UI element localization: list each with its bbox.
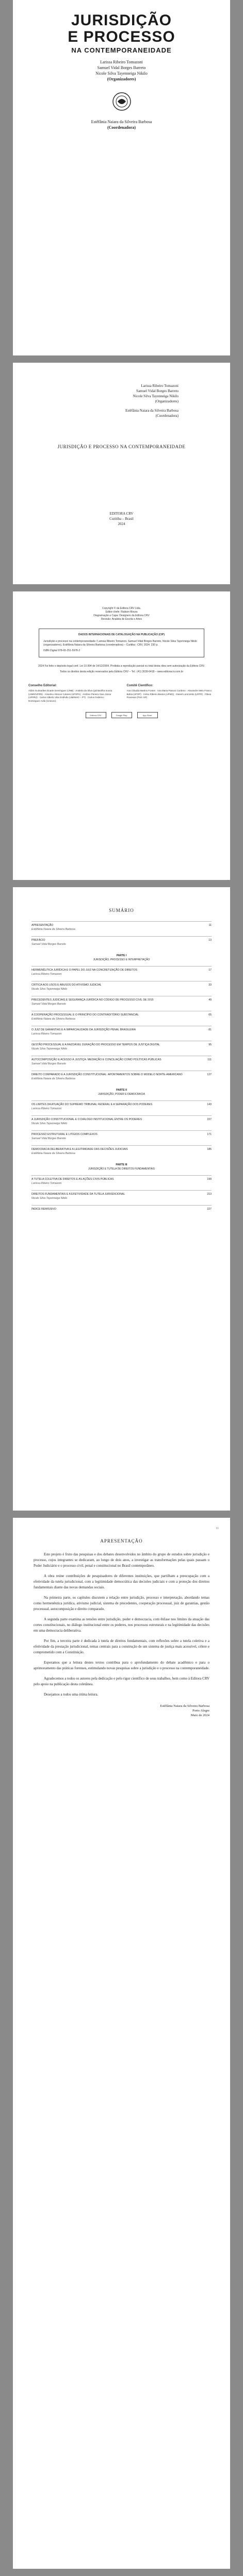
signature-place: Porto Alegre bbox=[192, 1709, 209, 1713]
inner-city: Curitiba – Brasil bbox=[109, 517, 134, 521]
toc-item-title: APRESENTAÇÃO bbox=[31, 924, 54, 927]
toc-item-title: PREFÁCIO bbox=[31, 939, 45, 942]
presentation-paragraph: A obra reúne contribuições de pesquisadores de diferentes instituições, que partilham a preocupação com a efetividade da tutela jurisdicional, com a legitimidade democrática das decisões judiciais e com a proteção dos direitos fundamentais diante das novas demandas sociais. bbox=[34, 1574, 209, 1589]
toc-item-title: O JUIZ DE GARANTIAS E A IMPARCIALIDADE DA JURISDIÇÃO PENAL BRASILEIRA bbox=[31, 1028, 136, 1031]
toc-item-page: 171 bbox=[207, 1133, 212, 1136]
cover-editor-org: (Coordenadora) bbox=[107, 125, 136, 130]
cover-title bbox=[30, 12, 213, 45]
toc-item-author: Larissa Ribeiro Tomazoni bbox=[31, 1107, 62, 1110]
presentation-paragraph: Desejamos a todos uma ótima leitura. bbox=[44, 1692, 99, 1697]
store-badges bbox=[28, 712, 215, 718]
toc-item-author: Nicole Silva Tayenneiga Nikilo bbox=[31, 1122, 68, 1125]
summary-title: SUMÁRIO bbox=[109, 908, 134, 913]
toc-item[interactable] bbox=[31, 996, 212, 1006]
toc-item-page: 11 bbox=[208, 924, 212, 927]
councils bbox=[28, 684, 215, 703]
toc-item-title: CRÍTICA AOS USOS E ABUSOS DO ATIVISMO JUDICIAL bbox=[31, 984, 102, 987]
legal-notice: 2024 Foi feito o depósito legal conf. Lei 10.994 de 14/12/2004. Proibida a reprodução parcial ou total desta obra sem autorização da Editora CRV. bbox=[38, 665, 205, 668]
inner-author: Larissa Ribeiro Tomazoni bbox=[141, 384, 179, 388]
toc-item-author: Estêfânia Naiara da Silveira Barbosa bbox=[31, 1077, 75, 1080]
cover-author: Nicole Silva Tayenneiga Nikilo bbox=[95, 71, 148, 76]
editorial-council-names: Aldira Guimarães Duarte Domínguez (UNB) · Andréia da Silva Quintanilha Sousa (UNIR/UFRN) · Anselmo Alencar Colares (UFOPA) · Antônio Pereira Gaio Júnior (UFRRJ) · Carlos Alberto Vilar Estêvão (UMINHO – PT) · Carlos Federico Dominguez Avila (Unieuro) bbox=[28, 689, 112, 702]
toc-part-title: JURISDIÇÃO E TUTELA DE DIREITOS FUNDAMENTAIS bbox=[88, 1167, 155, 1171]
toc-item-page: 17 bbox=[208, 969, 212, 972]
presentation-paragraph: Por fim, a terceira parte é dedicada à tutela de direitos fundamentais, com reflexões sobre a tutela coletiva e a efetividade da prestação jurisdicional, temas centrais para a construção de um sistema de justiça mais acessível, célere e comprometido com a Constituição. bbox=[34, 1639, 209, 1654]
scientific-committee-title: Comitê Científico: bbox=[126, 684, 153, 687]
toc-item[interactable] bbox=[31, 1100, 212, 1111]
toc-part-label: PARTE I bbox=[116, 954, 127, 957]
toc-item[interactable] bbox=[31, 1071, 212, 1081]
toc-item-page: 33 bbox=[208, 984, 212, 987]
toc-item[interactable] bbox=[31, 1145, 212, 1156]
toc-item[interactable] bbox=[31, 1175, 212, 1185]
toc-item-author: Samuel Vidal Borges Barreto bbox=[31, 1003, 66, 1006]
toc-item-title: A COOPERAÇÃO PROCESSUAL E O PRINCÍPIO DO CONTRADITÓRIO SUBSTANCIAL bbox=[31, 1013, 139, 1016]
toc-item-author: Nicole Silva Tayenneiga Nikilo bbox=[31, 1197, 68, 1200]
toc-item-title: GESTÃO PROCESSUAL E A RAZOÁVEL DURAÇÃO DO PROCESSO EM TEMPOS DE JUSTIÇA DIGITAL bbox=[31, 1043, 160, 1046]
toc-part1-list bbox=[31, 966, 212, 1081]
toc-part-heading bbox=[31, 1088, 212, 1096]
toc-item-page: 65 bbox=[208, 1013, 212, 1016]
catalog-box bbox=[39, 629, 204, 657]
cover-title-line2: E PROCESSO bbox=[68, 28, 175, 45]
cover-editor bbox=[30, 119, 213, 130]
toc-item[interactable] bbox=[31, 1190, 212, 1200]
toc-part2-list bbox=[31, 1100, 212, 1156]
toc-item-title: A TUTELA COLETIVA DE DIREITOS E AS AÇÕES CIVIS PÚBLICAS bbox=[31, 1178, 114, 1181]
toc-item-page: 227 bbox=[207, 1208, 212, 1211]
presentation-paragraph: A segunda parte examina as tensões entre jurisdição, poder e democracia, com ênfase nos limites da atuação das cortes constitucionais, no diálogo institucional entre os poderes, nos processos estruturais e na legitimidade das decisões em uma democracia deliberativa. bbox=[34, 1617, 209, 1633]
catalog-isbn: ISBN Digital 978-65-251-5978-2 bbox=[43, 649, 80, 652]
inner-authors-org: (Organizadores) bbox=[155, 399, 179, 403]
toc-item-page: 13 bbox=[208, 939, 212, 942]
catalog-text: Jurisdição e processo na contemporaneidade / Larissa Ribeiro Tomazoni, Samuel Vidal Borges Barreto, Nicole Silva Tayenneiga Nikilo (organizadores), Estêfânia Naiara da Silveira Barbosa (coordenadora) – Curitiba : CRV, 2024. 230 p. bbox=[43, 640, 197, 647]
toc-item-title: HERMENÊUTICA JURÍDICA E O PAPEL DO JUIZ NA CONCRETIZAÇÃO DE DIREITOS bbox=[31, 969, 138, 972]
cover-page bbox=[13, 0, 230, 355]
toc-item-page: 49 bbox=[208, 998, 212, 1002]
toc-item-page: 199 bbox=[207, 1178, 212, 1181]
cover-authors bbox=[30, 59, 213, 82]
toc-item-page: 185 bbox=[207, 1148, 212, 1151]
toc-item-author: Estêfânia Naiara da Silveira Barbosa bbox=[31, 928, 75, 931]
inner-author: Nicole Silva Tayenneiga Nikilo bbox=[133, 394, 179, 398]
inner-editor-org: (Coordenadora) bbox=[155, 414, 179, 418]
toc-part-label: PARTE III bbox=[116, 1163, 127, 1166]
inner-publisher-block bbox=[34, 511, 209, 527]
scientific-committee bbox=[127, 684, 215, 703]
toc-part-heading bbox=[31, 1163, 212, 1171]
toc-item-author: Larissa Ribeiro Tomazoni bbox=[31, 1182, 62, 1185]
toc-part-label: PARTE II bbox=[116, 1089, 127, 1092]
scientific-committee-names: Ana Cláudia Martins Fontes · Ana Maria Passos Cordeiro · Alexandre Melo Franco Bahia (UFOP) · Celso Ribeiro Bastos (UFMG) · Daniel Lorenzetto (UFPR) · Flávia Piovesan (PUC-SP) bbox=[126, 689, 212, 699]
toc-item-author: Estêfânia Naiara da Silveira Barbosa bbox=[31, 1152, 75, 1155]
toc-item[interactable] bbox=[31, 921, 212, 931]
presentation-paragraph: Agradecemos a todos os autores pela dedicação e pelo rigor científico de seus trabalhos, bem como à Editora CRV pelo apoio na publicação desta coletânea. bbox=[34, 1676, 209, 1686]
presentation-title: APRESENTAÇÃO bbox=[100, 1538, 143, 1544]
toc-item-author: Larissa Ribeiro Tomazoni bbox=[31, 973, 62, 976]
editora-badge[interactable]: Editora CRV bbox=[86, 712, 106, 718]
toc-item-page: 127 bbox=[207, 1073, 212, 1076]
cover-author: Larissa Ribeiro Tomazoni bbox=[100, 60, 143, 64]
publisher-logo-icon bbox=[111, 91, 132, 112]
toc-item[interactable] bbox=[31, 1115, 212, 1126]
inner-author: Samuel Vidal Borges Barreto bbox=[136, 389, 179, 393]
toc-item-title: AUTOCOMPOSIÇÃO E ACESSO À JUSTIÇA: MEDIAÇÃO E CONCILIAÇÃO COMO POLÍTICAS PÚBLICAS bbox=[31, 1058, 161, 1061]
toc-item-author: Estêfânia Naiara da Silveira Barbosa bbox=[31, 1018, 75, 1021]
toc-part-title: JURISDIÇÃO, PROCESSO E INTERPRETAÇÃO bbox=[93, 958, 150, 961]
toc-item[interactable] bbox=[31, 1205, 212, 1212]
toc-item-title: DIREITO COMPARADO E A JURISDIÇÃO CONSTITUCIONAL: APONTAMENTOS SOBRE O MODELO NORTE-AMERICANO bbox=[31, 1073, 183, 1076]
cover-subtitle: NA CONTEMPORANEIDADE bbox=[71, 46, 172, 54]
toc-item-author: Samuel Vidal Borges Barreto bbox=[31, 943, 66, 946]
editorial-council bbox=[28, 684, 117, 703]
toc-part-title: JURISDIÇÃO, PODER E DEMOCRACIA bbox=[98, 1093, 145, 1096]
presentation-paragraph: Na primeira parte, os capítulos discutem a relação entre jurisdição, processo e interpretação, abordando temas como hermenêutica jurídica, ativismo judicial, sistema de precedentes, cooperação processual, juiz de garantias, gestão processual, autocomposição e direito comparado. bbox=[34, 1596, 209, 1611]
inner-authors bbox=[34, 383, 179, 418]
toc-item-page: 157 bbox=[207, 1118, 212, 1121]
inner-editor: Estêfânia Naiara da Silveira Barbosa bbox=[125, 409, 179, 413]
toc-item-title: PROCESSO ESTRUTURAL E LITÍGIOS COMPLEXOS bbox=[31, 1133, 98, 1136]
toc-item-title: DEMOCRACIA DELIBERATIVA E A LEGITIMIDADE DAS DECISÕES JUDICIAIS bbox=[31, 1148, 128, 1151]
copyright-page bbox=[13, 591, 230, 880]
google-play-badge[interactable]: Google Play bbox=[111, 712, 132, 718]
toc-item-title: DIREITOS FUNDAMENTAIS E A EFETIVIDADE DA TUTELA JURISDICIONAL bbox=[31, 1193, 125, 1196]
cover-title-line1: JURISDIÇÃO bbox=[71, 12, 172, 29]
toc-item-title: ÍNDICE REMISSIVO bbox=[31, 1208, 56, 1211]
inner-publisher: EDITORA CRV bbox=[109, 512, 134, 516]
toc-item[interactable] bbox=[31, 936, 212, 946]
presentation-paragraph: Este projeto é fruto das pesquisas e dos debates desenvolvidos no âmbito do grupo de estudos sobre jurisdição e processo, cujos integrantes se dedicaram, ao longo de dois anos, a investigar as transformações pelas quais passam o Poder Judiciário e o processo civil, penal e constitucional no Brasil contemporâneo. bbox=[34, 1552, 209, 1568]
copyright-line: Revisão: Analista de Escrita e Artes bbox=[101, 618, 142, 621]
summary-page bbox=[13, 887, 230, 1511]
toc-item-author: Nicole Silva Tayenneiga Nikilo bbox=[31, 1047, 68, 1050]
page-number: 11 bbox=[216, 1527, 219, 1530]
publisher-address: Todos os direitos desta edição reservados pela Editora CRV – Tel.: (41) 3039-6418 – www.editoracrv.com.br bbox=[59, 670, 184, 673]
toc-item-title: A JURISDIÇÃO CONSTITUCIONAL E O DIÁLOGO INSTITUCIONAL ENTRE OS PODERES bbox=[31, 1118, 142, 1121]
signature-date: Maio de 2024 bbox=[190, 1714, 209, 1717]
toc-item-author: Samuel Vidal Borges Barreto bbox=[31, 1137, 66, 1140]
toc-item-author: Nicole Silva Tayenneiga Nikilo bbox=[31, 988, 68, 991]
toc-item-title: PRECEDENTES JUDICIAIS E SEGURANÇA JURÍDICA NO CÓDIGO DE PROCESSO CIVIL DE 2015 bbox=[31, 998, 154, 1002]
app-store-badge[interactable]: App Store bbox=[137, 712, 158, 718]
toc-item[interactable] bbox=[31, 1056, 212, 1066]
toc-item-author: Larissa Ribeiro Tomazoni bbox=[31, 1032, 62, 1036]
toc-item-page: 81 bbox=[208, 1028, 212, 1031]
inner-year: 2024 bbox=[118, 522, 125, 526]
catalog-header: DADOS INTERNACIONAIS DE CATALOGAÇÃO NA PUBLICAÇÃO (CIP) bbox=[78, 633, 165, 636]
inner-title-page bbox=[13, 363, 230, 584]
toc-item[interactable] bbox=[31, 1130, 212, 1141]
copyright-line: Editor-chefe: Railson Moura bbox=[105, 611, 138, 614]
toc-part3-list bbox=[31, 1175, 212, 1212]
presentation-page bbox=[13, 1518, 230, 2569]
toc-part-heading bbox=[31, 954, 212, 962]
presentation-paragraph: Esperamos que a leitura destes textos contribua para o aprofundamento do debate acadêmico e para o aprimoramento das práticas forenses, estimulando novas pesquisas sobre a jurisdição e o processo na contemporaneidade. bbox=[34, 1660, 209, 1670]
toc-item[interactable] bbox=[31, 981, 212, 991]
toc-item-page: 143 bbox=[207, 1103, 212, 1106]
inner-book-title: JURISDIÇÃO E PROCESSO NA CONTEMPORANEIDADE bbox=[57, 444, 186, 449]
presentation-body bbox=[34, 1552, 209, 1698]
copyright-line: Diagramação e Capa: Designers da Editora CRV bbox=[93, 614, 150, 617]
cover-editor-name: Estêfânia Naiara da Silveira Barbosa bbox=[91, 120, 152, 124]
toc-item-author: Samuel Vidal Borges Barreto bbox=[31, 1062, 66, 1065]
toc-item[interactable] bbox=[31, 966, 212, 976]
toc-item[interactable] bbox=[31, 1041, 212, 1051]
cover-author: Samuel Vidal Borges Barreto bbox=[97, 65, 146, 70]
toc-item-page: 95 bbox=[208, 1043, 212, 1046]
toc-item[interactable] bbox=[31, 1026, 212, 1036]
copyright-line: Copyright © da Editora CRV Ltda. bbox=[102, 607, 141, 610]
signature-block bbox=[34, 1704, 209, 1718]
toc-item-page: 213 bbox=[207, 1193, 212, 1196]
cover-authors-org: (Organizadores) bbox=[107, 77, 136, 81]
toc-item-page: 111 bbox=[207, 1058, 212, 1061]
toc-item-title: OS LIMITES DA ATUAÇÃO DO SUPREMO TRIBUNAL FEDERAL E A SEPARAÇÃO DOS PODERES bbox=[31, 1103, 153, 1106]
signature-name: Estêfânia Naiara da Silveira Barbosa bbox=[160, 1704, 209, 1708]
editorial-council-title: Conselho Editorial: bbox=[28, 684, 57, 687]
toc-item[interactable] bbox=[31, 1011, 212, 1021]
